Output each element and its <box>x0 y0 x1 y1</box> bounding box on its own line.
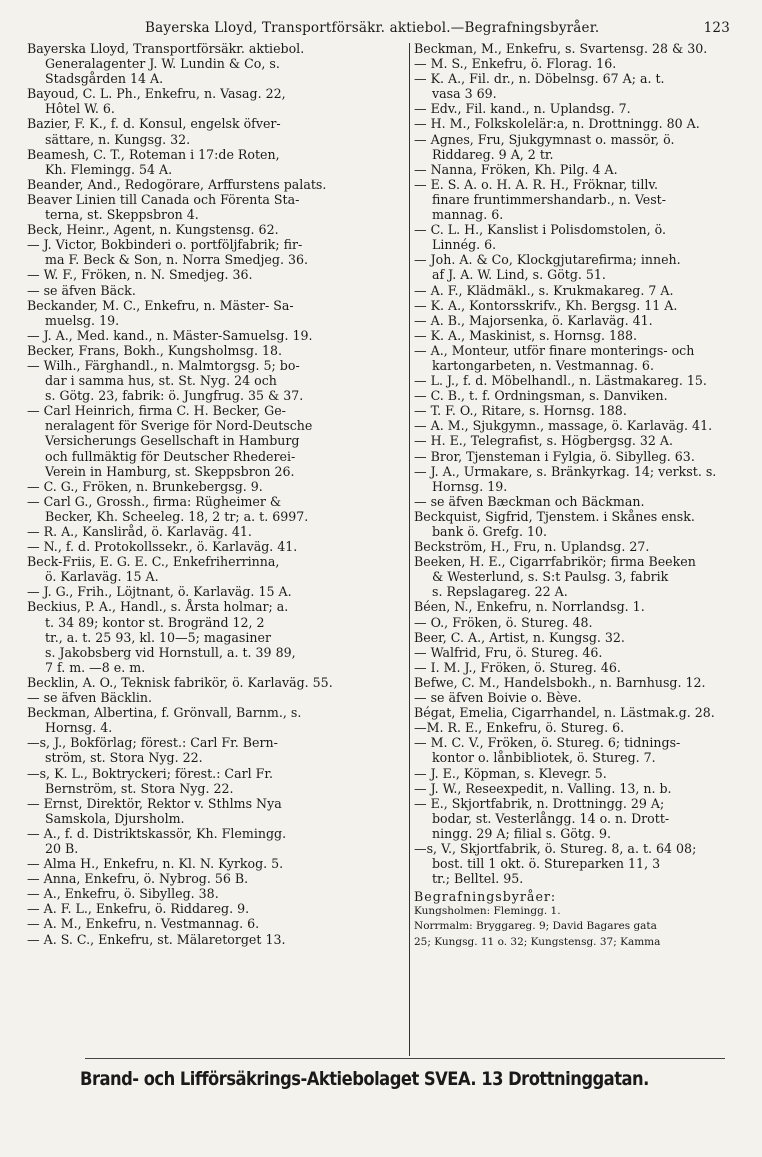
directory-line: ö. Karlaväg. 15 A. <box>45 569 159 585</box>
directory-line: Bayoud, C. L. Ph., Enkefru, n. Vasag. 22, <box>27 86 286 102</box>
left-column <box>27 41 407 947</box>
directory-line: — A. S. C., Enkefru, st. Mälaretorget 13. <box>27 931 286 947</box>
directory-line: Stadsgården 14 A. <box>45 71 164 87</box>
directory-line: vasa 3 69. <box>432 86 497 102</box>
directory-line: — M. S., Enkefru, ö. Florag. 16. <box>414 56 617 72</box>
directory-line: — C. L. H., Kanslist i Polisdomstolen, ö. <box>414 222 666 238</box>
directory-line: Beckander, M. C., Enkefru, n. Mäster- Sa- <box>27 297 294 313</box>
running-head-title: Bayerska Lloyd, Transportförsäkr. aktiebol.—Begrafningsbyråer. <box>145 20 600 36</box>
directory-line: —M. R. E., Enkefru, ö. Stureg. 6. <box>414 720 625 736</box>
directory-line: — J. Victor, Bokbinderi o. portföljfabrik; fir- <box>27 237 303 253</box>
directory-line: — Bror, Tjensteman i Fylgia, ö. Sibylleg. 63. <box>414 448 695 464</box>
directory-line: s. Repslagareg. 22 A. <box>432 584 568 600</box>
directory-line: — Edv., Fil. kand., n. Uplandsg. 7. <box>414 101 631 117</box>
directory-line: — J. G., Frih., Löjtnant, ö. Karlaväg. 15 A. <box>27 584 292 600</box>
directory-line: Beckquist, Sigfrid, Tjenstem. i Skånes ensk. <box>414 508 695 524</box>
column-divider <box>409 43 410 1056</box>
directory-line: — se äfven Bæckman och Bäckman. <box>414 493 645 509</box>
directory-line: Beeken, H. E., Cigarrfabrikör; firma Beeken <box>414 554 696 570</box>
directory-line: — C. B., t. f. Ordningsman, s. Danviken. <box>414 388 668 404</box>
directory-line: Bazier, F. K., f. d. Konsul, engelsk öfver- <box>27 116 281 132</box>
directory-line: & Westerlund, s. S:t Paulsg. 3, fabrik <box>432 569 669 585</box>
directory-line: Befwe, C. M., Handelsbokh., n. Barnhusg. 12. <box>414 674 706 690</box>
directory-line: — N., f. d. Protokollssekr., ö. Karlaväg. 41. <box>27 539 298 555</box>
footer-rule <box>85 1058 725 1059</box>
section-heading: Begrafningsbyråer: <box>414 889 557 905</box>
directory-line: Hornsg. 19. <box>432 478 508 494</box>
directory-line: — Carl G., Grossh., firma: Rügheimer & <box>27 493 282 509</box>
directory-line: — Walfrid, Fru, ö. Stureg. 46. <box>414 644 603 660</box>
directory-line: — A. M., Enkefru, n. Vestmannag. 6. <box>27 916 260 932</box>
directory-line: — Wilh., Färghandl., n. Malmtorgsg. 5; bo- <box>27 357 300 373</box>
directory-line: mannag. 6. <box>432 207 504 223</box>
directory-line: 7 f. m. —8 e. m. <box>45 659 146 675</box>
directory-line: — A. M., Sjukgymn., massage, ö. Karlaväg. 41. <box>414 418 713 434</box>
directory-line: — E., Skjortfabrik, n. Drottningg. 29 A; <box>414 795 665 811</box>
directory-line: bodar, st. Vesterlångg. 14 o. n. Drott- <box>432 810 670 826</box>
directory-line: muelsg. 19. <box>45 312 120 328</box>
directory-line: — J. E., Köpman, s. Klevegr. 5. <box>414 765 607 781</box>
directory-line: —s, K. L., Boktryckeri; förest.: Carl Fr. <box>27 765 274 781</box>
directory-line: terna, st. Skeppsbron 4. <box>45 207 199 223</box>
directory-line: ma F. Beck & Son, n. Norra Smedjeg. 36. <box>45 252 308 268</box>
directory-line: — se äfven Bäcklin. <box>27 690 152 706</box>
directory-line: Hornsg. 4. <box>45 720 113 736</box>
directory-line: — K. A., Fil. dr., n. Döbelnsg. 67 A; a. t. <box>414 71 665 87</box>
directory-line: t. 34 89; kontor st. Brogränd 12, 2 <box>45 614 265 630</box>
directory-line: — se äfven Boivie o. Bève. <box>414 690 582 706</box>
directory-line: — Agnes, Fru, Sjukgymnast o. massör, ö. <box>414 131 675 147</box>
footer-advert-banner: Brand- och Lifförsäkrings-Aktiebolaget SVEA. 13 Drottninggatan. <box>80 1068 649 1090</box>
directory-line: — Joh. A. & Co, Klockgjutarefirma; inneh. <box>414 252 681 268</box>
directory-line: kartongarbeten, n. Vestmannag. 6. <box>432 357 654 373</box>
directory-line: Linnég. 6. <box>432 237 497 253</box>
directory-line: — J. A., Urmakare, s. Bränkyrkag. 14; verkst. s. <box>414 463 717 479</box>
directory-line: Beck-Friis, E. G. E. C., Enkefriherrinna, <box>27 554 280 570</box>
directory-line: dar i samma hus, st. St. Nyg. 24 och <box>45 373 277 389</box>
directory-line: Riddareg. 9 A, 2 tr. <box>432 146 554 162</box>
directory-line: Beander, And., Redogörare, Arffurstens palats. <box>27 176 327 192</box>
directory-line: Béen, N., Enkefru, n. Norrlandsg. 1. <box>414 599 645 615</box>
directory-line: — Ernst, Direktör, Rektor v. Sthlms Nya <box>27 795 282 811</box>
directory-line: tr., a. t. 25 93, kl. 10—5; magasiner <box>45 629 271 645</box>
directory-line: — A., Enkefru, ö. Sibylleg. 38. <box>27 886 219 902</box>
directory-line: finare fruntimmershandarb., n. Vest- <box>432 191 666 207</box>
directory-line: Becker, Kh. Scheeleg. 18, 2 tr; a. t. 6997. <box>45 508 309 524</box>
directory-line: — J. A., Med. kand., n. Mäster-Samuelsg. 19. <box>27 327 313 343</box>
directory-line: — M. C. V., Fröken, ö. Stureg. 6; tidnings- <box>414 735 681 751</box>
directory-line: — T. F. O., Ritare, s. Hornsg. 188. <box>414 403 627 419</box>
directory-line: Becker, Frans, Bokh., Kungsholmsg. 18. <box>27 342 283 358</box>
directory-line: — Nanna, Fröken, Kh. Pilg. 4 A. <box>414 161 618 177</box>
directory-line: — K. A., Maskinist, s. Hornsg. 188. <box>414 327 638 343</box>
page-number: 123 <box>703 20 730 36</box>
directory-line: — R. A., Kansliråd, ö. Karlaväg. 41. <box>27 524 252 539</box>
directory-line: — H. E., Telegrafist, s. Högbergsg. 32 A. <box>414 433 674 449</box>
directory-line: — E. S. A. o. H. A. R. H., Fröknar, tillv. <box>414 176 659 192</box>
directory-line: — se äfven Bäck. <box>27 282 136 298</box>
directory-line: Verein in Hamburg, st. Skeppsbron 26. <box>45 463 295 479</box>
directory-line: — W. F., Fröken, n. N. Smedjeg. 36. <box>27 267 253 283</box>
directory-line: — A. B., Majorsenka, ö. Karlaväg. 41. <box>414 312 653 328</box>
directory-line: — I. M. J., Fröken, ö. Stureg. 46. <box>414 659 621 675</box>
directory-line: kontor o. lånbibliotek, ö. Stureg. 7. <box>432 750 656 766</box>
section-line: Kungsholmen: Flemingg. 1. <box>414 905 561 918</box>
directory-line: Generalagenter J. W. Lundin & Co, s. <box>45 56 280 72</box>
directory-line: Hôtel W. 6. <box>45 101 115 117</box>
directory-line: — J. W., Reseexpedit, n. Valling. 13, n. b. <box>414 780 672 796</box>
section-line: Norrmalm: Bryggareg. 9; David Bagares gata <box>414 920 657 933</box>
directory-line: — L. J., f. d. Möbelhandl., n. Lästmakareg. 15. <box>414 373 707 389</box>
directory-line: Beaver Linien till Canada och Förenta Sta- <box>27 191 300 207</box>
directory-line: sättare, n. Kungsg. 32. <box>45 131 191 147</box>
directory-line: — H. M., Folkskolelär:a, n. Drottningg. 80 A. <box>414 116 700 132</box>
directory-line: — A. F., Klädmäkl., s. Krukmakareg. 7 A. <box>414 282 674 298</box>
right-column <box>414 41 759 950</box>
directory-line: Beck, Heinr., Agent, n. Kungstensg. 62. <box>27 222 279 238</box>
directory-line: bank ö. Grefg. 10. <box>432 524 547 539</box>
section-line: 25; Kungsg. 11 o. 32; Kungstensg. 37; Kamma <box>414 935 661 948</box>
directory-line: — O., Fröken, ö. Stureg. 48. <box>414 614 593 630</box>
directory-line: — Carl Heinrich, firma C. H. Becker, Ge- <box>27 403 286 419</box>
directory-line: ström, st. Stora Nyg. 22. <box>45 750 203 766</box>
directory-line: Versicherungs Gesellschaft in Hamburg <box>45 433 300 449</box>
directory-line: bost. till 1 okt. ö. Stureparken 11, 3 <box>432 856 661 872</box>
running-head <box>145 20 730 36</box>
directory-line: Beamesh, C. T., Roteman i 17:de Roten, <box>27 146 280 162</box>
directory-line: — K. A., Kontorsskrifv., Kh. Bergsg. 11 A. <box>414 297 678 313</box>
directory-line: — Alma H., Enkefru, n. Kl. N. Kyrkog. 5. <box>27 856 284 872</box>
directory-line: — Anna, Enkefru, ö. Nybrog. 56 B. <box>27 871 249 887</box>
directory-line: af J. A. W. Lind, s. Götg. 51. <box>432 267 606 283</box>
directory-line: — C. G., Fröken, n. Brunkebergsg. 9. <box>27 478 263 494</box>
directory-line: Kh. Flemingg. 54 A. <box>45 161 173 177</box>
directory-line: —s, J., Bokförlag; förest.: Carl Fr. Bern- <box>27 735 278 751</box>
directory-line: Beer, C. A., Artist, n. Kungsg. 32. <box>414 629 625 645</box>
directory-line: — A., Monteur, utför finare monterings- och <box>414 342 695 358</box>
directory-line: — A. F. L., Enkefru, ö. Riddareg. 9. <box>27 901 250 917</box>
directory-line: Beckman, M., Enkefru, s. Svartensg. 28 & 30. <box>414 41 708 56</box>
directory-line: Samskola, Djursholm. <box>45 810 185 826</box>
directory-line: s. Götg. 23, fabrik: ö. Jungfrug. 35 & 37. <box>45 388 304 404</box>
directory-line: Becklin, A. O., Teknisk fabrikör, ö. Karlaväg. 55. <box>27 674 333 690</box>
directory-line: — A., f. d. Distriktskassör, Kh. Flemingg. <box>27 825 287 841</box>
directory-line: ningg. 29 A; filial s. Götg. 9. <box>432 825 611 841</box>
directory-line: Bégat, Emelia, Cigarrhandel, n. Lästmak.g. 28. <box>414 705 715 721</box>
directory-line: neralagent för Sverige för Nord-Deutsche <box>45 418 313 434</box>
directory-line: Beckström, H., Fru, n. Uplandsg. 27. <box>414 539 650 555</box>
directory-line: Beckius, P. A., Handl., s. Årsta holmar; a. <box>27 599 289 615</box>
directory-line: Bayerska Lloyd, Transportförsäkr. aktiebol. <box>27 41 305 56</box>
directory-line: tr.; Belltel. 95. <box>432 871 524 887</box>
directory-line: 20 B. <box>45 840 79 856</box>
directory-line: Bernström, st. Stora Nyg. 22. <box>45 780 234 796</box>
directory-line: s. Jakobsberg vid Hornstull, a. t. 39 89, <box>45 644 296 660</box>
directory-line: och fullmäktig för Deutscher Rhederei- <box>45 448 296 464</box>
directory-line: Beckman, Albertina, f. Grönvall, Barnm., s. <box>27 705 302 721</box>
directory-line: —s, V., Skjortfabrik, ö. Stureg. 8, a. t. 64 08; <box>414 840 697 856</box>
